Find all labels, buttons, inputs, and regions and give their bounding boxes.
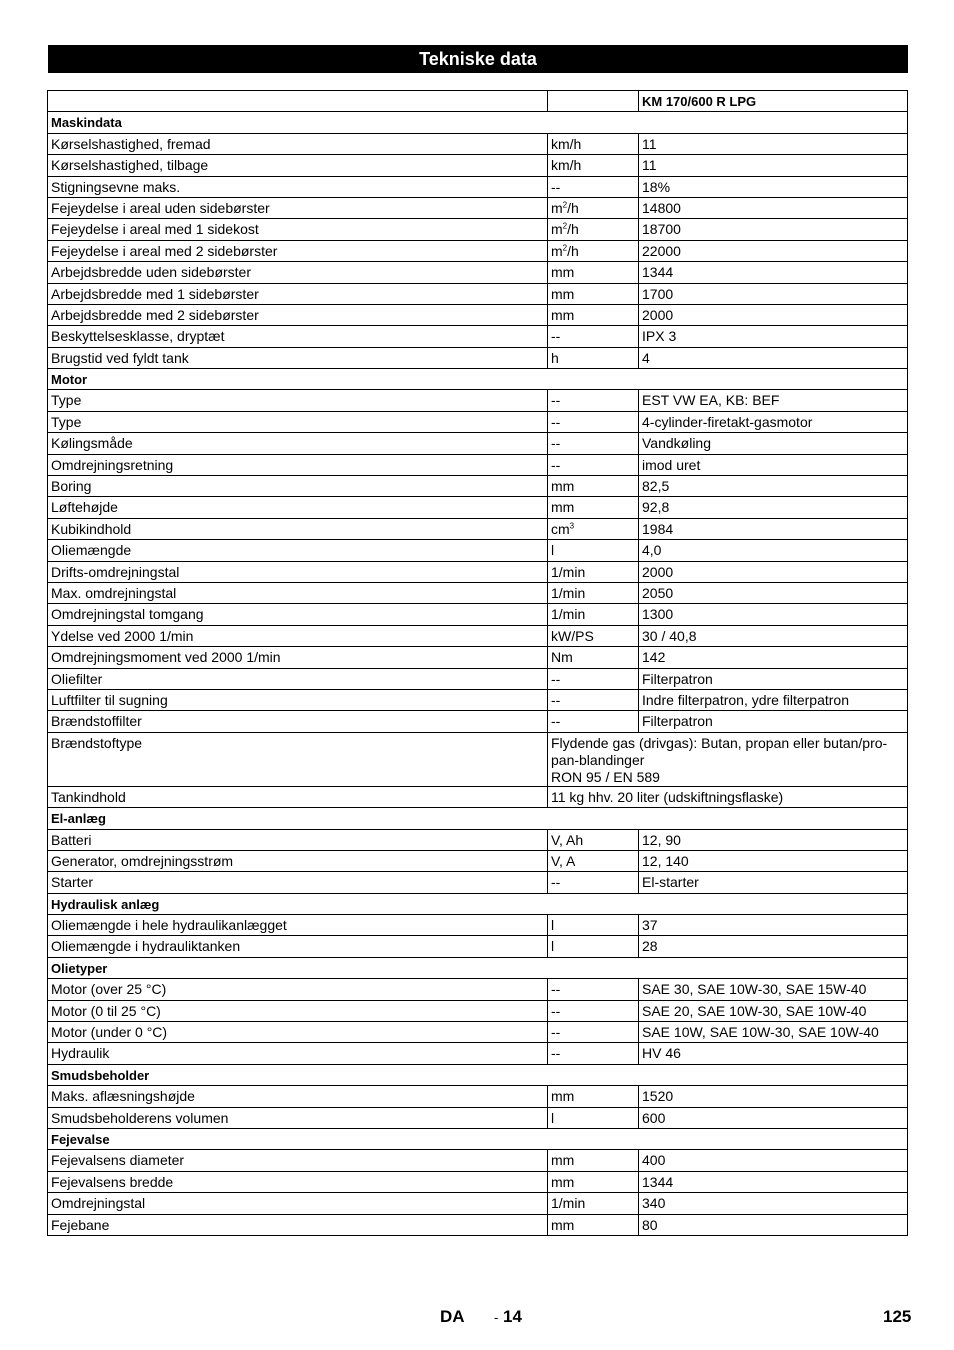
unit-cell: mm xyxy=(548,304,639,325)
param-name-cell: Type xyxy=(48,390,548,411)
param-name-cell: Boring xyxy=(48,476,548,497)
unit-cell: $m^2/h$ xyxy=(548,197,639,218)
value-cell: 80 xyxy=(639,1214,908,1235)
param-name-cell: Stigningsevne maks. xyxy=(48,176,548,197)
value-cell: El-starter xyxy=(639,872,908,893)
table-row xyxy=(48,936,908,957)
table-header-row xyxy=(48,91,908,112)
table-row xyxy=(48,604,908,625)
param-name-cell: Motor (over 25 °C) xyxy=(48,979,548,1000)
table-row xyxy=(48,1086,908,1107)
table-row xyxy=(48,647,908,668)
value-cell: 1300 xyxy=(639,604,908,625)
value-cell: 400 xyxy=(639,1150,908,1171)
param-name-cell: Omdrejningsmoment ved 2000 1/min xyxy=(48,647,548,668)
table-row xyxy=(48,872,908,893)
value-cell: 12, 90 xyxy=(639,829,908,850)
value-cell: SAE 30, SAE 10W-30, SAE 15W-40 xyxy=(639,979,908,1000)
unit-cell: mm xyxy=(548,1171,639,1192)
section-title: Olietyper xyxy=(48,957,908,978)
section-title: Smudsbeholder xyxy=(48,1064,908,1085)
unit-cell: -- xyxy=(548,979,639,1000)
footer-page-number: 125 xyxy=(883,1307,912,1326)
table-row xyxy=(48,518,908,539)
param-name-cell: Motor (under 0 °C) xyxy=(48,1022,548,1043)
unit-cell: mm xyxy=(548,1214,639,1235)
param-name-cell: Omdrejningsretning xyxy=(48,454,548,475)
param-name-cell: Kølingsmåde xyxy=(48,433,548,454)
param-name-cell: Generator, omdrejningsstrøm xyxy=(48,850,548,871)
unit-cell: l xyxy=(548,1107,639,1128)
table-row xyxy=(48,283,908,304)
unit-cell: mm xyxy=(548,262,639,283)
param-name-cell: Kørselshastighed, tilbage xyxy=(48,155,548,176)
unit-cell: 1/min xyxy=(548,604,639,625)
param-name-cell: Fejebane xyxy=(48,1214,548,1235)
unit-cell: mm xyxy=(548,1150,639,1171)
section-header-row xyxy=(48,112,908,133)
value-cell-wide: 11 kg hhv. 20 liter (udskiftningsflaske) xyxy=(548,786,908,807)
param-name-cell: Fejeydelse i areal uden sidebørster xyxy=(48,197,548,218)
unit-cell: -- xyxy=(548,872,639,893)
param-name-cell: Brændstoffilter xyxy=(48,711,548,732)
value-cell: Vandkøling xyxy=(639,433,908,454)
param-name-cell: Starter xyxy=(48,872,548,893)
unit-cell: km/h xyxy=(548,155,639,176)
unit-cell: -- xyxy=(548,668,639,689)
value-cell: 37 xyxy=(639,915,908,936)
table-row xyxy=(48,1214,908,1235)
param-name-cell: Fejeydelse i areal med 2 sidebørster xyxy=(48,240,548,261)
param-name-cell: Drifts-omdrejningstal xyxy=(48,561,548,582)
table-row xyxy=(48,1043,908,1064)
value-cell: EST VW EA, KB: BEF xyxy=(639,390,908,411)
section-title: Maskindata xyxy=(48,112,908,133)
param-name-cell: Omdrejningstal tomgang xyxy=(48,604,548,625)
unit-cell: mm xyxy=(548,1086,639,1107)
param-name-cell: Motor (0 til 25 °C) xyxy=(48,1000,548,1021)
value-cell: 1700 xyxy=(639,283,908,304)
value-cell: 28 xyxy=(639,936,908,957)
section-header-row xyxy=(48,1128,908,1149)
unit-cell: mm xyxy=(548,283,639,304)
value-cell: Filterpatron xyxy=(639,711,908,732)
param-name-cell: Ydelse ved 2000 1/min xyxy=(48,625,548,646)
table-row xyxy=(48,176,908,197)
param-name-cell: Kørselshastighed, fremad xyxy=(48,133,548,154)
table-row xyxy=(48,433,908,454)
unit-cell: h xyxy=(548,347,639,368)
unit-cell: km/h xyxy=(548,133,639,154)
param-name-cell: Type xyxy=(48,411,548,432)
value-cell: 2000 xyxy=(639,304,908,325)
value-cell: 92,8 xyxy=(639,497,908,518)
section-header-row xyxy=(48,808,908,829)
table-row xyxy=(48,390,908,411)
param-name-cell: Hydraulik xyxy=(48,1043,548,1064)
value-cell: imod uret xyxy=(639,454,908,475)
value-cell: IPX 3 xyxy=(639,326,908,347)
unit-cell: 1/min xyxy=(548,561,639,582)
footer-dash: - xyxy=(494,1310,499,1325)
value-cell: 22000 xyxy=(639,240,908,261)
table-row xyxy=(48,155,908,176)
param-name-cell: Smudsbeholderens volumen xyxy=(48,1107,548,1128)
header-model-cell: KM 170/600 R LPG xyxy=(639,91,908,112)
param-name-cell: Fejeydelse i areal med 1 sidekost xyxy=(48,219,548,240)
unit-cell: mm xyxy=(548,476,639,497)
value-cell: 340 xyxy=(639,1193,908,1214)
unit-cell: -- xyxy=(548,1043,639,1064)
param-name-cell: Batteri xyxy=(48,829,548,850)
unit-cell: -- xyxy=(548,433,639,454)
table-row xyxy=(48,829,908,850)
param-name-cell: Oliefilter xyxy=(48,668,548,689)
unit-cell: -- xyxy=(548,1000,639,1021)
page-title: Tekniske data xyxy=(48,45,908,73)
param-name-cell: Fejevalsens diameter xyxy=(48,1150,548,1171)
unit-cell: -- xyxy=(548,454,639,475)
value-cell: 4 xyxy=(639,347,908,368)
table-row xyxy=(48,411,908,432)
param-name-cell: Maks. aflæsningshøjde xyxy=(48,1086,548,1107)
section-header-row xyxy=(48,957,908,978)
param-name-cell: Arbejdsbredde med 1 sidebørster xyxy=(48,283,548,304)
value-cell: 11 xyxy=(639,155,908,176)
value-cell: 30 / 40,8 xyxy=(639,625,908,646)
param-name-cell: Beskyttelsesklasse, dryptæt xyxy=(48,326,548,347)
table-row xyxy=(48,1171,908,1192)
table-row xyxy=(48,915,908,936)
table-row xyxy=(48,454,908,475)
unit-cell: -- xyxy=(548,1022,639,1043)
unit-cell: kW/PS xyxy=(548,625,639,646)
unit-cell: 1/min xyxy=(548,1193,639,1214)
table-row xyxy=(48,786,908,807)
param-name-cell: Max. omdrejningstal xyxy=(48,582,548,603)
table-row xyxy=(48,689,908,710)
table-row xyxy=(48,497,908,518)
table-row xyxy=(48,197,908,218)
section-title: Hydraulisk anlæg xyxy=(48,893,908,914)
param-name-cell: Oliemængde xyxy=(48,540,548,561)
value-cell: 2050 xyxy=(639,582,908,603)
value-cell: 142 xyxy=(639,647,908,668)
section-header-row xyxy=(48,1064,908,1085)
unit-cell: Nm xyxy=(548,647,639,668)
section-header-row xyxy=(48,893,908,914)
param-name-cell: Tankindhold xyxy=(48,786,548,807)
table-row xyxy=(48,219,908,240)
param-name-cell: Fejevalsens bredde xyxy=(48,1171,548,1192)
param-name-cell: Arbejdsbredde uden sidebørster xyxy=(48,262,548,283)
value-cell: 1344 xyxy=(639,1171,908,1192)
value-cell: HV 46 xyxy=(639,1043,908,1064)
header-empty-cell xyxy=(48,91,548,112)
unit-cell: -- xyxy=(548,411,639,432)
value-cell: SAE 20, SAE 10W-30, SAE 10W-40 xyxy=(639,1000,908,1021)
unit-cell: $m^2/h$ xyxy=(548,219,639,240)
value-cell: 18700 xyxy=(639,219,908,240)
value-cell: 1344 xyxy=(639,262,908,283)
value-cell: 1984 xyxy=(639,518,908,539)
unit-cell: -- xyxy=(548,326,639,347)
value-cell: 2000 xyxy=(639,561,908,582)
unit-cell: V, Ah xyxy=(548,829,639,850)
value-cell: 82,5 xyxy=(639,476,908,497)
table-row xyxy=(48,347,908,368)
table-row xyxy=(48,668,908,689)
unit-cell: l xyxy=(548,915,639,936)
table-row xyxy=(48,1022,908,1043)
value-cell: 600 xyxy=(639,1107,908,1128)
table-row xyxy=(48,262,908,283)
value-cell: 14800 xyxy=(639,197,908,218)
param-name-cell: Oliemængde i hele hydraulikanlægget xyxy=(48,915,548,936)
unit-cell: l xyxy=(548,936,639,957)
table-row xyxy=(48,732,908,786)
unit-cell: 1/min xyxy=(548,582,639,603)
value-cell: 4-cylinder-firetakt-gasmotor xyxy=(639,411,908,432)
unit-cell: l xyxy=(548,540,639,561)
table-row xyxy=(48,1107,908,1128)
param-name-cell: Brugstid ved fyldt tank xyxy=(48,347,548,368)
table-row xyxy=(48,979,908,1000)
table-row xyxy=(48,582,908,603)
unit-cell: -- xyxy=(548,390,639,411)
unit-cell: -- xyxy=(548,689,639,710)
table-row xyxy=(48,850,908,871)
table-row xyxy=(48,1000,908,1021)
unit-cell: -- xyxy=(548,711,639,732)
footer-language: DA xyxy=(440,1307,465,1326)
unit-cell: V, A xyxy=(548,850,639,871)
section-title: Fejevalse xyxy=(48,1128,908,1149)
value-cell: 1520 xyxy=(639,1086,908,1107)
param-name-cell: Kubikindhold xyxy=(48,518,548,539)
table-row xyxy=(48,625,908,646)
unit-cell: -- xyxy=(548,176,639,197)
param-name-cell: Luftfilter til sugning xyxy=(48,689,548,710)
spec-table xyxy=(47,90,908,1236)
header-unit-cell xyxy=(548,91,639,112)
value-cell: 12, 140 xyxy=(639,850,908,871)
unit-cell: $m^2/h$ xyxy=(548,240,639,261)
param-name-cell: Løftehøjde xyxy=(48,497,548,518)
section-title: Motor xyxy=(48,369,908,390)
param-name-cell: Brændstoftype xyxy=(48,732,548,786)
table-row xyxy=(48,304,908,325)
table-row xyxy=(48,711,908,732)
value-cell: Indre filterpatron, ydre filterpatron xyxy=(639,689,908,710)
section-title: El-anlæg xyxy=(48,808,908,829)
footer-section-number: 14 xyxy=(503,1307,522,1326)
section-header-row xyxy=(48,369,908,390)
param-name-cell: Arbejdsbredde med 2 sidebørster xyxy=(48,304,548,325)
table-row xyxy=(48,540,908,561)
param-name-cell: Omdrejningstal xyxy=(48,1193,548,1214)
unit-cell: mm xyxy=(548,497,639,518)
value-cell: SAE 10W, SAE 10W-30, SAE 10W-40 xyxy=(639,1022,908,1043)
table-row xyxy=(48,561,908,582)
table-row xyxy=(48,240,908,261)
param-name-cell: Oliemængde i hydrauliktanken xyxy=(48,936,548,957)
value-cell: 11 xyxy=(639,133,908,154)
value-cell: 4,0 xyxy=(639,540,908,561)
table-row xyxy=(48,1193,908,1214)
value-cell: Filterpatron xyxy=(639,668,908,689)
unit-cell: $cm^3$ xyxy=(548,518,639,539)
table-row xyxy=(48,326,908,347)
table-row xyxy=(48,133,908,154)
table-row xyxy=(48,476,908,497)
value-cell: 18% xyxy=(639,176,908,197)
value-cell-wide: Flydende gas (drivgas): Butan, propan eller butan/pro- pan-blandinger RON 95 / EN 589 xyxy=(548,732,908,786)
table-row xyxy=(48,1150,908,1171)
